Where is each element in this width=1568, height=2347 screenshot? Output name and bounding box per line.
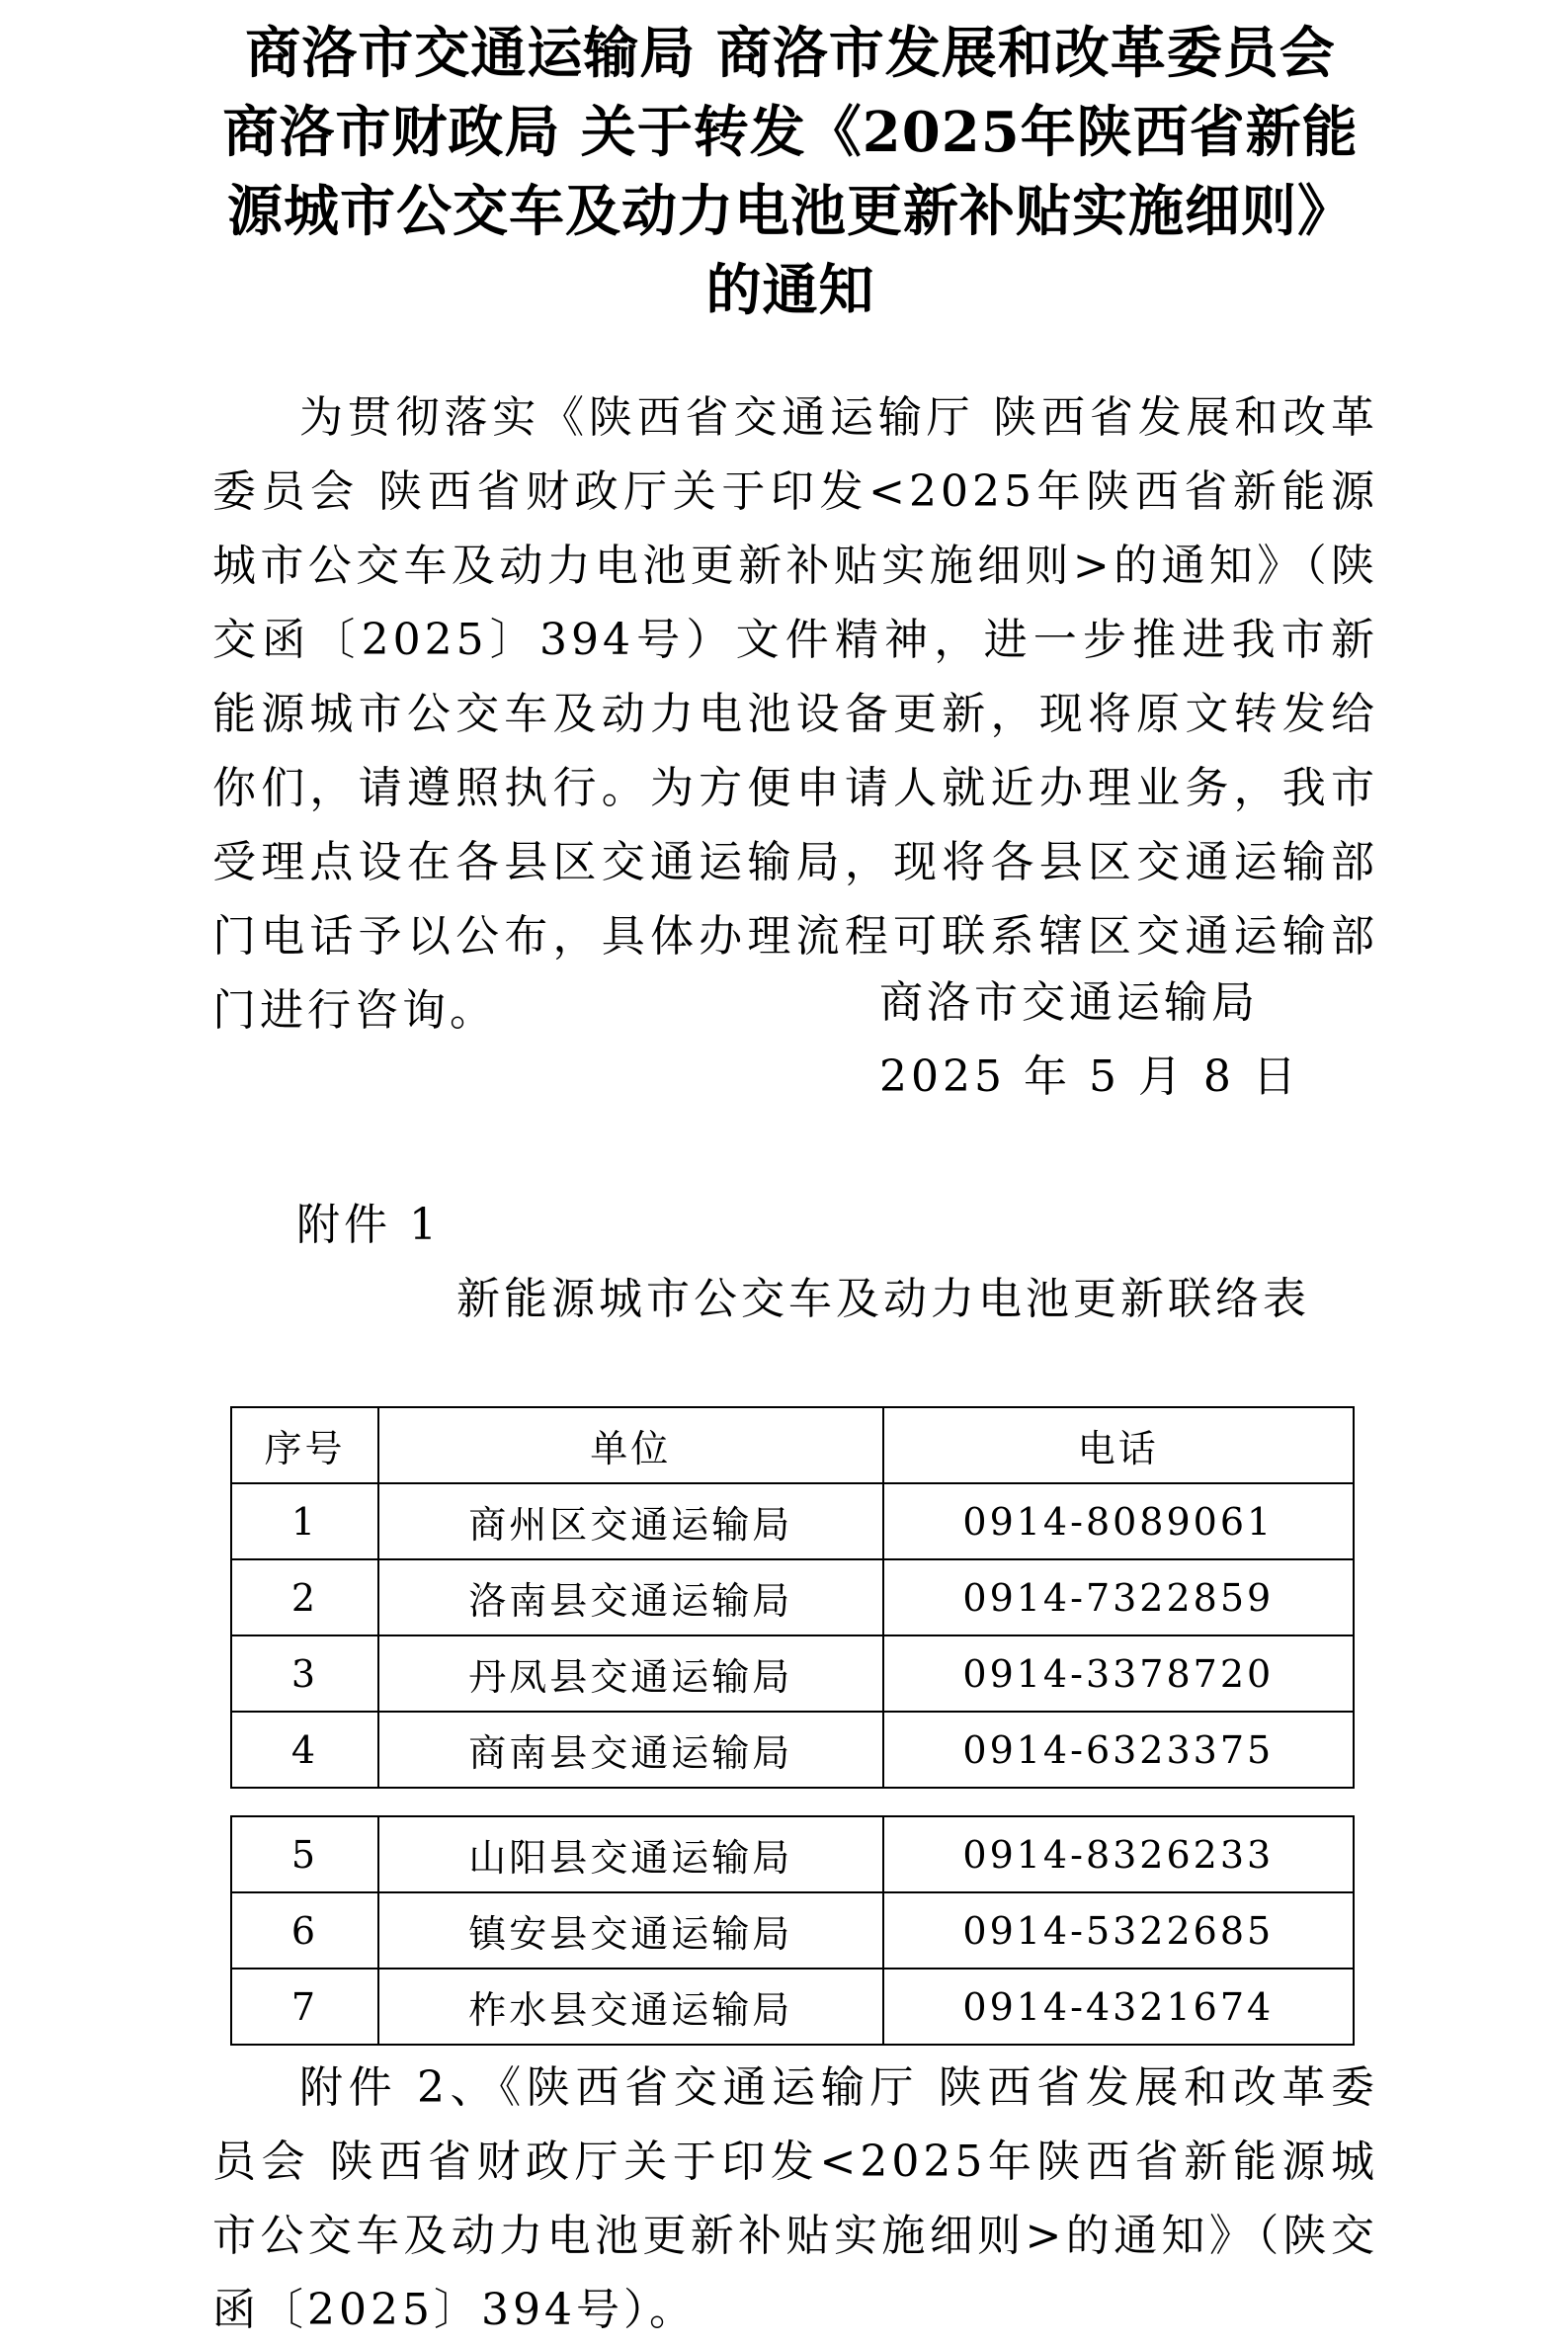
table-row [231,1892,1354,1969]
table-row [231,1712,1354,1788]
row-index: 2 [231,1559,378,1635]
row-unit: 商州区交通运输局 [378,1483,883,1559]
contact-table-part-2 [230,1815,1355,2046]
signature-date: 2025 年 5 月 8 日 [879,1051,1300,1102]
row-index: 3 [231,1635,378,1712]
row-unit: 丹凤县交通运输局 [378,1635,883,1712]
document-title [198,14,1383,330]
header-unit: 单位 [378,1407,883,1483]
row-phone: 0914-8326233 [883,1816,1354,1892]
contact-table-part-1 [230,1406,1355,1789]
table-row [231,1483,1354,1559]
table-row [231,1816,1354,1892]
attachment1-label: 附件 1 [296,1200,441,1250]
row-index: 6 [231,1892,378,1969]
title-line-3: 源城市公交车及动力电池更新补贴实施细则》 [227,179,1354,244]
attachment2-text: 附件 2、《陕西省交通运输厅 陕西省发展和改革委员会 陕西省财政厅关于印发<2025年陕西省新能源城市公交车及动力电池更新补贴实施细则>的通知》（陕交函〔2025〕394号）。 [212,2062,1378,2335]
row-index: 7 [231,1969,378,2045]
title-line-4: 的通知 [705,258,875,323]
row-unit: 柞水县交通运输局 [378,1969,883,2045]
row-index: 5 [231,1816,378,1892]
table-row [231,1635,1354,1712]
row-index: 4 [231,1712,378,1788]
attachment1-table-title: 新能源城市公交车及动力电池更新联络表 [456,1274,1310,1324]
header-index: 序号 [231,1407,378,1483]
title-line-1: 商洛市交通运输局 商洛市发展和改革委员会 [245,21,1336,86]
row-unit: 洛南县交通运输局 [378,1559,883,1635]
table-row [231,1559,1354,1635]
table-row [231,1969,1354,2045]
row-unit: 商南县交通运输局 [378,1712,883,1788]
row-unit: 山阳县交通运输局 [378,1816,883,1892]
row-phone: 0914-8089061 [883,1483,1354,1559]
row-phone: 0914-7322859 [883,1559,1354,1635]
row-phone: 0914-4321674 [883,1969,1354,2045]
body-paragraph: 为贯彻落实《陕西省交通运输厅 陕西省发展和改革委员会 陕西省财政厅关于印发<2025年陕西省新能源城市公交车及动力电池更新补贴实施细则>的通知》（陕交函〔2025〕394号）文件精神，进一步推进我市新能源城市公交车及动力电池设备更新，现将原文转发给你们，请遵照执行。为方便申请人就近办理业务，我市受理点设在各县区交通运输局，现将各县区交通运输部门电话予以公布，具体办理流程可联系辖区交通运输部门进行咨询。 [212,392,1378,1036]
table-header-row [231,1407,1354,1483]
header-phone: 电话 [883,1407,1354,1483]
signature-org: 商洛市交通运输局 [879,977,1259,1028]
row-phone: 0914-6323375 [883,1712,1354,1788]
row-phone: 0914-5322685 [883,1892,1354,1969]
row-index: 1 [231,1483,378,1559]
title-line-2: 商洛市财政局 关于转发《2025年陕西省新能 [222,100,1359,165]
row-unit: 镇安县交通运输局 [378,1892,883,1969]
row-phone: 0914-3378720 [883,1635,1354,1712]
